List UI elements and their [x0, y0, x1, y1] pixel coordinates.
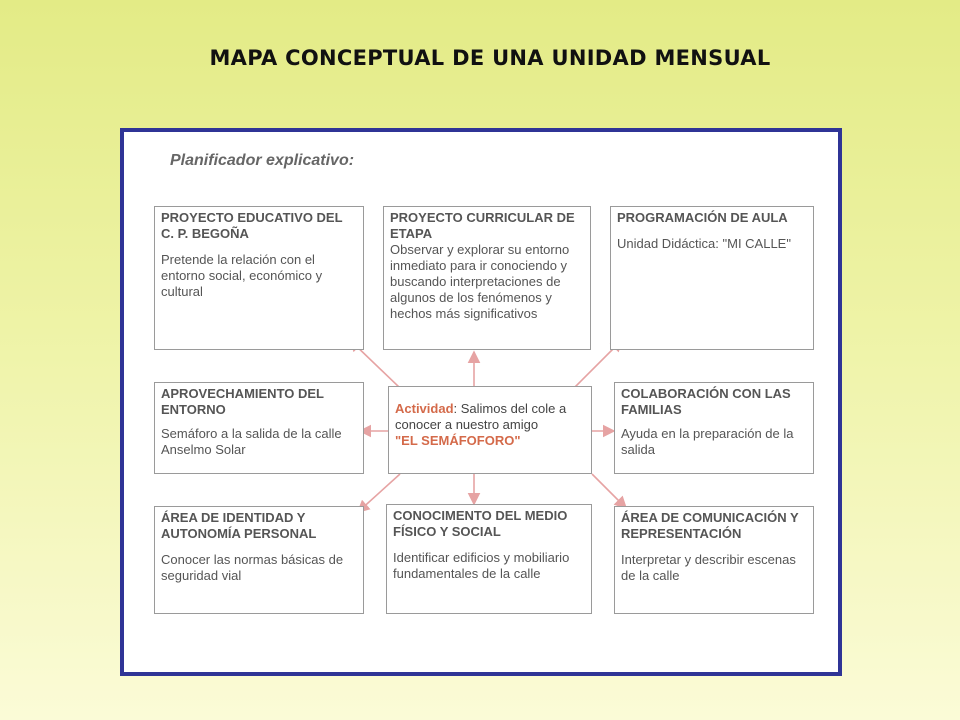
box-aprovechamiento [154, 382, 364, 474]
box-body: Pretende la relación con el entorno social, económico y cultural [161, 252, 323, 299]
box-programacion-aula [610, 206, 814, 350]
box-head: PROGRAMACIÓN DE AULA [617, 210, 788, 225]
slide-title: MAPA CONCEPTUAL DE UNA UNIDAD MENSUAL [209, 46, 771, 70]
box-comunicacion [614, 506, 814, 614]
box-head: ÁREA DE COMUNICACIÓN Y REPRESENTACIÓN [621, 510, 799, 541]
box-body: Observar y explorar su entorno inmediato para ir conociendo y buscando interpretaciones de algunos de los fenómenos y hechos más significativos [390, 242, 570, 321]
box-head: COLABORACIÓN CON LAS FAMILIAS [621, 386, 791, 417]
box-head: APROVECHAMIENTO DEL ENTORNO [161, 386, 324, 417]
box-actividad [388, 386, 592, 474]
box-body: Identificar edificios y mobiliario fundamentales de la calle [393, 550, 570, 581]
box-colaboracion [614, 382, 814, 474]
arrow-to-comunicacion [592, 474, 626, 508]
frame-label: Planificador explicativo: [170, 152, 355, 169]
actividad-name: "EL SEMÁFOFORO" [395, 433, 521, 448]
box-body: Semáforo a la salida de la calle Anselmo Solar [161, 426, 342, 457]
actividad-label: Actividad [395, 401, 454, 416]
box-proyecto-curricular [383, 206, 591, 350]
box-head: PROYECTO CURRICULAR DE ETAPA [390, 210, 575, 241]
box-head: ÁREA DE IDENTIDAD Y AUTONOMÍA PERSONAL [161, 510, 317, 541]
actividad-text: : Salimos del cole a conocer a nuestro amigo [395, 401, 567, 432]
box-proyecto-educativo [154, 206, 364, 350]
box-head: CONOCIMENTO DEL MEDIO FÍSICO Y SOCIAL [393, 508, 568, 539]
box-body: Unidad Didáctica: "MI CALLE" [617, 236, 791, 251]
box-body: Conocer las normas básicas de seguridad vial [161, 552, 344, 583]
box-head: PROYECTO EDUCATIVO DEL C. P. BEGOÑA [161, 210, 343, 241]
box-body: Interpretar y describir escenas de la calle [621, 552, 796, 583]
box-body: Ayuda en la preparación de la salida [621, 426, 794, 457]
box-identidad [154, 506, 364, 614]
box-medio [386, 504, 592, 614]
